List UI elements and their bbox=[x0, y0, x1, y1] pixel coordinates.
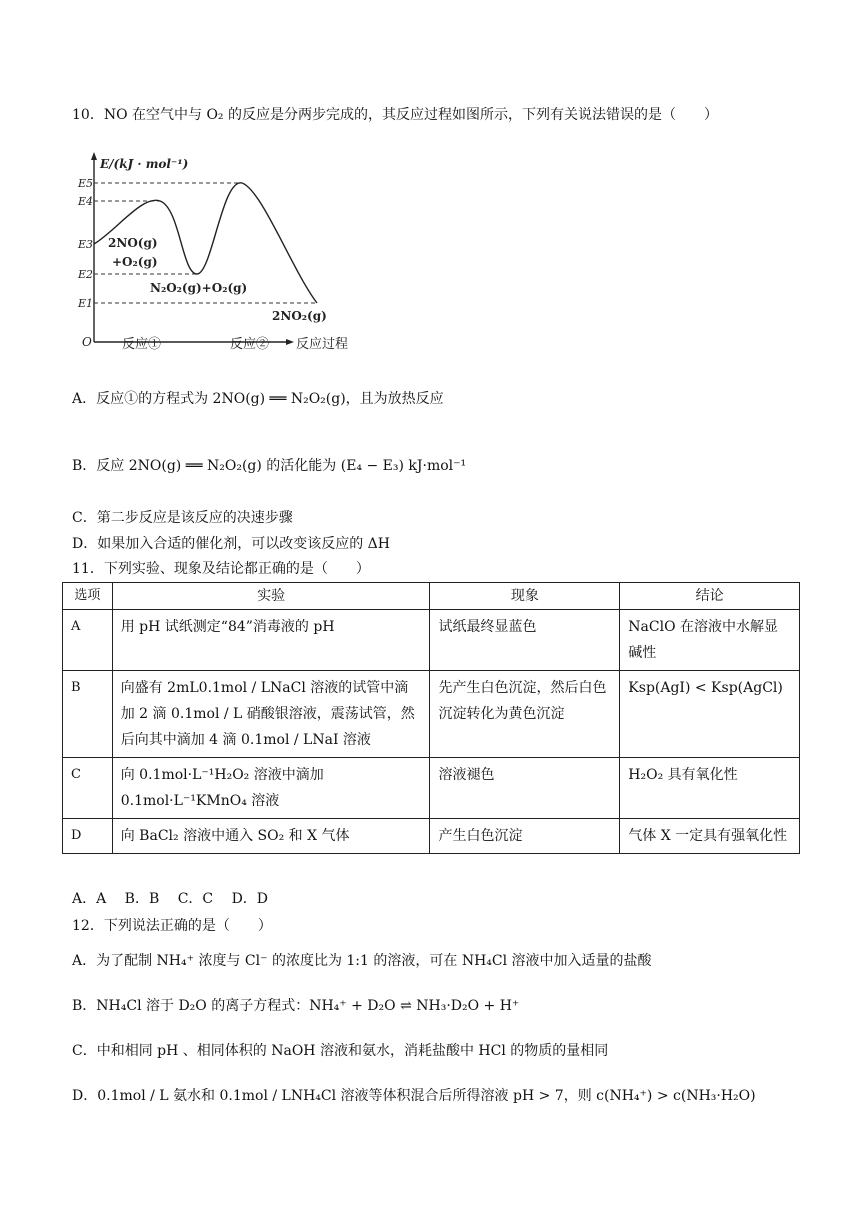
q11-choices: A．A B．B C．C D．D bbox=[72, 891, 269, 907]
level-E4: E4 bbox=[78, 195, 94, 208]
row-phenomenon: 试纸最终显蓝色 bbox=[430, 610, 620, 671]
row-phenomenon: 先产生白色沉淀，然后白色沉淀转化为黄色沉淀 bbox=[430, 671, 620, 758]
row-experiment: 向 BaCl₂ 溶液中通入 SO₂ 和 X 气体 bbox=[112, 819, 430, 854]
table-row bbox=[63, 671, 800, 758]
x-axis-label: 反应过程 bbox=[296, 337, 349, 352]
q11-table bbox=[62, 582, 800, 854]
q12-option-b: B．NH₄Cl 溶于 D₂O 的离子方程式：NH₄⁺ + D₂O ⇌ NH₃·D₂O + H⁺ bbox=[72, 998, 520, 1014]
species-N2O2: N₂O₂(g)+O₂(g) bbox=[150, 281, 248, 295]
header-experiment: 实验 bbox=[112, 583, 430, 610]
energy-diagram bbox=[72, 150, 372, 360]
q12-option-d: D．0.1mol / L 氨水和 0.1mol / LNH₄Cl 溶液等体积混合后所得溶液 pH > 7，则 c(NH₄⁺) > c(NH₃·H₂O) bbox=[72, 1088, 756, 1104]
row-option: C bbox=[63, 758, 113, 819]
x-label-2: 反应② bbox=[230, 337, 270, 352]
row-conclusion: Ksp(AgI) < Ksp(AgCl) bbox=[620, 671, 800, 758]
row-experiment: 向盛有 2mL0.1mol / LNaCl 溶液的试管中滴加 2 滴 0.1mol / L 硝酸银溶液，震荡试管，然后向其中滴加 4 滴 0.1mol / LNaI 溶液 bbox=[112, 671, 430, 758]
row-conclusion: 气体 X 一定具有强氧化性 bbox=[620, 819, 800, 854]
q12-stem: 12．下列说法正确的是（ ） bbox=[72, 918, 272, 934]
q12-option-a: A．为了配制 NH₄⁺ 浓度与 Cl⁻ 的浓度比为 1:1 的溶液，可在 NH₄Cl 溶液中加入适量的盐酸 bbox=[72, 953, 652, 969]
q10-option-a: A．反应①的方程式为 2NO(g) ══ N₂O₂(g)，且为放热反应 bbox=[72, 391, 444, 407]
level-E3: E3 bbox=[78, 238, 94, 251]
row-experiment: 用 pH 试纸测定“84”消毒液的 pH bbox=[112, 610, 430, 671]
row-experiment: 向 0.1mol·L⁻¹H₂O₂ 溶液中滴加 0.1mol·L⁻¹KMnO₄ 溶液 bbox=[112, 758, 430, 819]
header-option: 选项 bbox=[63, 583, 113, 610]
level-E1: E1 bbox=[78, 297, 94, 310]
q10-stem: 10．NO 在空气中与 O₂ 的反应是分两步完成的，其反应过程如图所示，下列有关说法错误的是（ ） bbox=[72, 107, 718, 123]
row-conclusion: H₂O₂ 具有氧化性 bbox=[620, 758, 800, 819]
header-phenomenon: 现象 bbox=[430, 583, 620, 610]
row-option: A bbox=[63, 610, 113, 671]
x-axis-arrow bbox=[286, 339, 294, 345]
y-axis-arrow bbox=[91, 152, 97, 160]
species-O2: +O₂(g) bbox=[112, 255, 158, 269]
x-label-1: 反应① bbox=[122, 337, 162, 352]
row-option: D bbox=[63, 819, 113, 854]
row-conclusion: NaClO 在溶液中水解显碱性 bbox=[620, 610, 800, 671]
row-phenomenon: 溶液褪色 bbox=[430, 758, 620, 819]
header-conclusion: 结论 bbox=[620, 583, 800, 610]
level-E5: E5 bbox=[78, 177, 94, 190]
row-phenomenon: 产生白色沉淀 bbox=[430, 819, 620, 854]
species-2NO2: 2NO₂(g) bbox=[272, 309, 327, 323]
level-E2: E2 bbox=[78, 268, 94, 281]
row-option: B bbox=[63, 671, 113, 758]
table-row bbox=[63, 610, 800, 671]
q10-option-c: C．第二步反应是该反应的决速步骤 bbox=[72, 510, 293, 526]
y-axis-label: E/(kJ · mol⁻¹) bbox=[100, 157, 189, 171]
q10-option-d: D．如果加入合适的催化剂，可以改变该反应的 ΔH bbox=[72, 536, 390, 552]
species-2NO: 2NO(g) bbox=[108, 236, 158, 250]
q12-option-c: C．中和相同 pH 、相同体积的 NaOH 溶液和氨水，消耗盐酸中 HCl 的物质的量相同 bbox=[72, 1043, 609, 1059]
q10-option-b: B．反应 2NO(g) ══ N₂O₂(g) 的活化能为 (E₄ − E₃) kJ·mol⁻¹ bbox=[72, 458, 467, 474]
table-row bbox=[63, 758, 800, 819]
table-header-row bbox=[63, 583, 800, 610]
origin-label: O bbox=[82, 335, 92, 349]
table-row bbox=[63, 819, 800, 854]
q11-stem: 11．下列实验、现象及结论都正确的是（ ） bbox=[72, 561, 370, 577]
